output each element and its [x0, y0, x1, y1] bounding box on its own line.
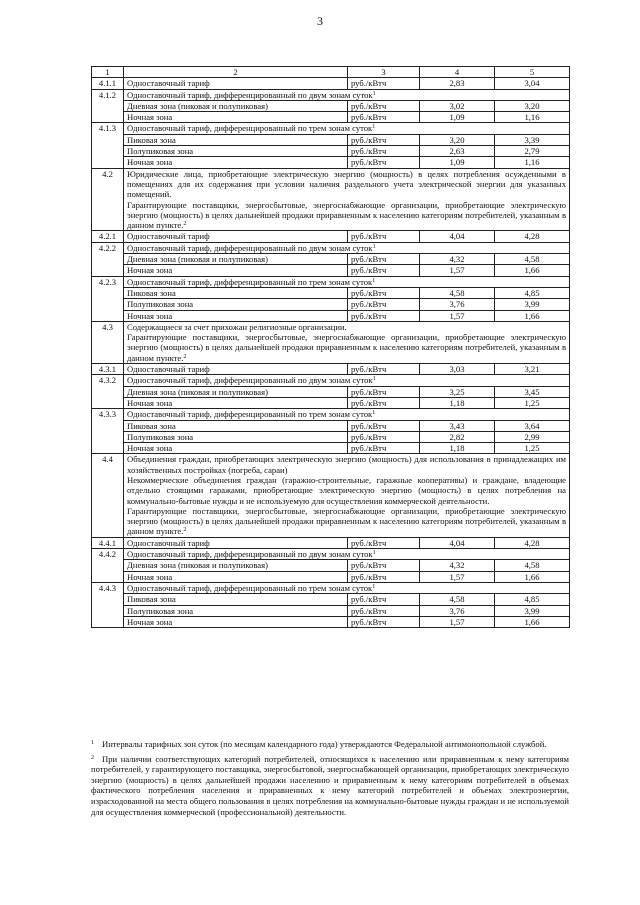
- row-number: 4.4.2: [92, 549, 124, 583]
- table-row-heading: [92, 276, 570, 287]
- value-col4: 3,76: [420, 605, 495, 616]
- value-col5: 1,66: [495, 265, 570, 276]
- table-row-heading: [92, 549, 570, 560]
- value-col5: 1,66: [495, 571, 570, 582]
- value-col4: 1,57: [420, 265, 495, 276]
- table-row-heading: [92, 242, 570, 253]
- footnote-mark: 2: [91, 754, 94, 761]
- tariff-heading-cell: [124, 123, 570, 134]
- value-col5: 4,58: [495, 560, 570, 571]
- value-col5: 3,99: [495, 605, 570, 616]
- value-col5: 1,66: [495, 310, 570, 321]
- unit: руб./кВтч: [348, 157, 420, 168]
- zone-name: Ночная зона: [124, 397, 348, 408]
- value-col5: 3,64: [495, 420, 570, 431]
- value-col4: 3,25: [420, 386, 495, 397]
- value-col4: 3,76: [420, 299, 495, 310]
- value-col5: 3,45: [495, 386, 570, 397]
- footnote-ref: 1: [372, 124, 376, 131]
- tariff-name: Одноставочный тариф, дифференцированный по двум зонам суток: [127, 549, 373, 560]
- header-cell-1: 1: [92, 67, 124, 78]
- unit: руб./кВтч: [348, 310, 420, 321]
- table-row-heading: [92, 582, 570, 593]
- footnote-ref: 1: [372, 583, 376, 590]
- table-row-heading: [92, 123, 570, 134]
- footnote-2: [91, 753, 569, 818]
- group-paragraph-text: Гарантирующие поставщики, энергосбытовые, энергоснабжающие организации, приобретающие электрическую энергию (мощность) в целях дальнейшей продажи приравненным к населению категориям потребителей, указанным в данном пункте.: [127, 332, 566, 363]
- value-col4: 1,57: [420, 616, 495, 627]
- zone-name: Дневная зона (пиковая и полупиковая): [124, 254, 348, 265]
- header-cell-4: 4: [420, 67, 495, 78]
- unit: руб./кВтч: [348, 112, 420, 123]
- value-col4: 4,58: [420, 594, 495, 605]
- tariff-heading-cell: [124, 89, 570, 100]
- tariff-name: Одноставочный тариф, дифференцированный по трем зонам суток: [127, 582, 373, 593]
- header-cell-5: 5: [495, 67, 570, 78]
- row-number: 4.3.2: [92, 375, 124, 409]
- unit: руб./кВтч: [348, 134, 420, 145]
- unit: руб./кВтч: [348, 100, 420, 111]
- table-row-zone: [92, 594, 570, 605]
- group-paragraph: [127, 332, 566, 363]
- value-col4: 3,02: [420, 100, 495, 111]
- value-col5: 2,79: [495, 146, 570, 157]
- table-row: [92, 537, 570, 548]
- value-col4: 3,03: [420, 364, 495, 375]
- value-col5: 1,16: [495, 157, 570, 168]
- unit: руб./кВтч: [348, 231, 420, 242]
- table-row-zone: [92, 571, 570, 582]
- footnote-text: При наличии соответствующих категорий потребителей, относящихся к населению или приравненным к нему категориям потребителей, у гарантирующего поставщика, энергосбытовой, энергоснабжающей организации, приобретающих электрическую энергию (мощность) в целях дальнейшей продажи населению и приравненным к нему категориям потребителей в объемах фактического потребления населения и приравненных к нему категорий потребителей и объемах электроэнергии, израсходованной на места общего пользования в целях потребления на коммунально-бытовые нужды граждан и не используемой для осуществления коммерческой (профессиональной) деятельности.: [91, 753, 569, 817]
- group-paragraph-text: Некоммерческие объединения граждан (гаражно-строительные, гаражные кооперативы) и граждане, владеющие отдельно стоящими гаражами, приобретающие электрическую энергию (мощность) в целях потребления на коммунально-бытовые нужды и не используемую для осуществления коммерческой деятельности.: [127, 474, 566, 506]
- value-col5: 3,20: [495, 100, 570, 111]
- group-description: [124, 168, 570, 231]
- value-col5: 1,66: [495, 616, 570, 627]
- row-number: 4.1.2: [92, 89, 124, 123]
- table-row-zone: [92, 431, 570, 442]
- footnote-mark: 1: [91, 740, 94, 746]
- value-col5: 1,16: [495, 112, 570, 123]
- table-row-zone: [92, 157, 570, 168]
- table-row-zone: [92, 443, 570, 454]
- group-paragraph: [127, 475, 566, 506]
- zone-name: Ночная зона: [124, 112, 348, 123]
- page-number: 3: [317, 14, 323, 28]
- zone-name: Ночная зона: [124, 157, 348, 168]
- row-number: 4.3: [92, 321, 124, 363]
- value-col5: 3,99: [495, 299, 570, 310]
- value-col5: 1,25: [495, 397, 570, 408]
- value-col5: 3,21: [495, 364, 570, 375]
- tariff-heading-cell: [124, 549, 570, 560]
- zone-name: Ночная зона: [124, 443, 348, 454]
- tariff-heading-cell: [124, 582, 570, 593]
- tariff-name: Одноставочный тариф, дифференцированный по трем зонам суток: [127, 409, 373, 420]
- group-paragraph: [127, 200, 566, 231]
- table-row-zone: [92, 397, 570, 408]
- value-col5: 4,58: [495, 254, 570, 265]
- row-number: 4.4.3: [92, 582, 124, 627]
- value-col4: 2,63: [420, 146, 495, 157]
- table-row-zone: [92, 100, 570, 111]
- table-row-zone: [92, 146, 570, 157]
- value-col5: 4,85: [495, 594, 570, 605]
- zone-name: Ночная зона: [124, 265, 348, 276]
- row-number: 4.2: [92, 168, 124, 231]
- footnote-ref: 1: [372, 410, 376, 417]
- tariff-name: Одноставочный тариф, дифференцированный по двум зонам суток: [127, 242, 373, 253]
- tariff-heading-cell: [124, 242, 570, 253]
- zone-name: Пиковая зона: [124, 134, 348, 145]
- tariff-name: Одноставочный тариф: [124, 231, 348, 242]
- zone-name: Пиковая зона: [124, 287, 348, 298]
- tariff-name: Одноставочный тариф, дифференцированный по трем зонам суток: [127, 123, 373, 134]
- footnote-text: Интервалы тарифных зон суток (по месяцам календарного года) утверждаются Федеральной антимонопольной службой.: [102, 739, 547, 749]
- value-col4: 3,43: [420, 420, 495, 431]
- header-cell-3: 3: [348, 67, 420, 78]
- row-number: 4.2.1: [92, 231, 124, 242]
- value-col4: 4,58: [420, 287, 495, 298]
- unit: руб./кВтч: [348, 265, 420, 276]
- row-number: 4.2.2: [92, 242, 124, 276]
- table-row-zone: [92, 616, 570, 627]
- unit: руб./кВтч: [348, 386, 420, 397]
- unit: руб./кВтч: [348, 594, 420, 605]
- unit: руб./кВтч: [348, 443, 420, 454]
- zone-name: Полупиковая зона: [124, 146, 348, 157]
- value-col4: 4,32: [420, 254, 495, 265]
- footnote-ref: 1: [372, 550, 376, 557]
- table-row: [92, 364, 570, 375]
- row-number: 4.3.1: [92, 364, 124, 375]
- footnote-ref: 2: [183, 527, 187, 534]
- unit: руб./кВтч: [348, 560, 420, 571]
- zone-name: Дневная зона (пиковая и полупиковая): [124, 560, 348, 571]
- value-col4: 3,20: [420, 134, 495, 145]
- footnote-1: [91, 738, 569, 750]
- table-header-row: [92, 67, 570, 78]
- table-row-group: [92, 321, 570, 363]
- tariff-heading-cell: [124, 375, 570, 386]
- unit: руб./кВтч: [348, 431, 420, 442]
- unit: руб./кВтч: [348, 146, 420, 157]
- table-row-zone: [92, 112, 570, 123]
- group-paragraph: [127, 169, 566, 200]
- footnote-ref: 2: [183, 353, 187, 360]
- value-col5: 3,04: [495, 78, 570, 89]
- tariff-heading-cell: [124, 409, 570, 420]
- value-col5: 1,25: [495, 443, 570, 454]
- group-paragraph: [127, 322, 566, 332]
- row-number: 4.3.3: [92, 409, 124, 454]
- unit: руб./кВтч: [348, 364, 420, 375]
- table-row-zone: [92, 386, 570, 397]
- unit: руб./кВтч: [348, 420, 420, 431]
- row-number: 4.4: [92, 454, 124, 537]
- footnotes: [91, 738, 569, 820]
- group-paragraph-text: Гарантирующие поставщики, энергосбытовые, энергоснабжающие организации, приобретающие электрическую энергию (мощность) в целях дальнейшей продажи приравненным к населению категориям потребителей, указанным в данном пункте.: [127, 505, 566, 537]
- value-col4: 4,04: [420, 231, 495, 242]
- group-paragraph-text: Содержащиеся за счет прихожан религиозные организации.: [127, 321, 347, 332]
- value-col5: 4,85: [495, 287, 570, 298]
- group-paragraph-text: Объединения граждан, приобретающих электрическую энергию (мощность) для использования в принадлежащих им хозяйственных постройках (погреба, сараи): [127, 454, 566, 475]
- row-number: 4.1.3: [92, 123, 124, 168]
- zone-name: Полупиковая зона: [124, 431, 348, 442]
- footnote-ref: 1: [372, 376, 376, 383]
- row-number: 4.4.1: [92, 537, 124, 548]
- unit: руб./кВтч: [348, 537, 420, 548]
- footnote-ref: 2: [183, 221, 187, 228]
- zone-name: Дневная зона (пиковая и полупиковая): [124, 386, 348, 397]
- tariff-table-body: [92, 67, 570, 628]
- tariff-name: Одноставочный тариф: [124, 364, 348, 375]
- unit: руб./кВтч: [348, 299, 420, 310]
- unit: руб./кВтч: [348, 397, 420, 408]
- table-row-heading: [92, 89, 570, 100]
- group-paragraph: [127, 506, 566, 537]
- row-number: 4.2.3: [92, 276, 124, 321]
- tariff-name: Одноставочный тариф, дифференцированный по трем зонам суток: [127, 276, 373, 287]
- table-row-heading: [92, 375, 570, 386]
- table-row-zone: [92, 420, 570, 431]
- group-paragraph: [127, 454, 566, 475]
- unit: руб./кВтч: [348, 605, 420, 616]
- value-col4: 1,09: [420, 112, 495, 123]
- unit: руб./кВтч: [348, 78, 420, 89]
- value-col4: 1,18: [420, 443, 495, 454]
- table-row-zone: [92, 560, 570, 571]
- table-row-zone: [92, 254, 570, 265]
- table-row-heading: [92, 409, 570, 420]
- table-row-zone: [92, 265, 570, 276]
- value-col4: 1,18: [420, 397, 495, 408]
- value-col4: 4,04: [420, 537, 495, 548]
- group-description: [124, 321, 570, 363]
- tariff-name: Одноставочный тариф: [124, 537, 348, 548]
- tariff-name: Одноставочный тариф, дифференцированный по двум зонам суток: [127, 375, 373, 386]
- value-col5: 2,99: [495, 431, 570, 442]
- unit: руб./кВтч: [348, 571, 420, 582]
- table-row: [92, 78, 570, 89]
- zone-name: Пиковая зона: [124, 420, 348, 431]
- value-col5: 3,39: [495, 134, 570, 145]
- value-col4: 2,83: [420, 78, 495, 89]
- header-cell-2: 2: [124, 67, 348, 78]
- value-col5: 4,28: [495, 231, 570, 242]
- value-col4: 1,57: [420, 310, 495, 321]
- value-col4: 4,32: [420, 560, 495, 571]
- table-row: [92, 231, 570, 242]
- unit: руб./кВтч: [348, 254, 420, 265]
- zone-name: Ночная зона: [124, 571, 348, 582]
- value-col5: 4,28: [495, 537, 570, 548]
- unit: руб./кВтч: [348, 616, 420, 627]
- value-col4: 1,09: [420, 157, 495, 168]
- zone-name: Ночная зона: [124, 616, 348, 627]
- zone-name: Полупиковая зона: [124, 299, 348, 310]
- group-description: [124, 454, 570, 537]
- footnote-ref: 1: [372, 277, 376, 284]
- table-row-zone: [92, 287, 570, 298]
- value-col4: 1,57: [420, 571, 495, 582]
- tariff-table: [91, 66, 570, 628]
- tariff-heading-cell: [124, 276, 570, 287]
- zone-name: Пиковая зона: [124, 594, 348, 605]
- zone-name: Дневная зона (пиковая и полупиковая): [124, 100, 348, 111]
- group-paragraph-text: Гарантирующие поставщики, энергосбытовые, энергоснабжающие организации, приобретающие электрическую энергию (мощность) в целях дальнейшей продажи приравненным к населению категориям потребителей, указанным в данном пункте.: [127, 199, 566, 231]
- group-paragraph-text: Юридические лица, приобретающие электрическую энергию (мощность) в целях потребления осужденными в помещениях для их содержания при условии наличия раздельного учета электрической энергии для указанных помещений.: [127, 168, 566, 200]
- footnote-ref: 1: [372, 90, 376, 97]
- table-row-zone: [92, 134, 570, 145]
- table-row-zone: [92, 605, 570, 616]
- zone-name: Полупиковая зона: [124, 605, 348, 616]
- tariff-name: Одноставочный тариф, дифференцированный по двум зонам суток: [127, 89, 373, 100]
- value-col4: 2,82: [420, 431, 495, 442]
- footnote-ref: 1: [372, 243, 376, 250]
- table-row-zone: [92, 310, 570, 321]
- table-row-group: [92, 168, 570, 231]
- row-number: 4.1.1: [92, 78, 124, 89]
- table-row-zone: [92, 299, 570, 310]
- unit: руб./кВтч: [348, 287, 420, 298]
- table-row-group: [92, 454, 570, 537]
- tariff-name: Одноставочный тариф: [124, 78, 348, 89]
- zone-name: Ночная зона: [124, 310, 348, 321]
